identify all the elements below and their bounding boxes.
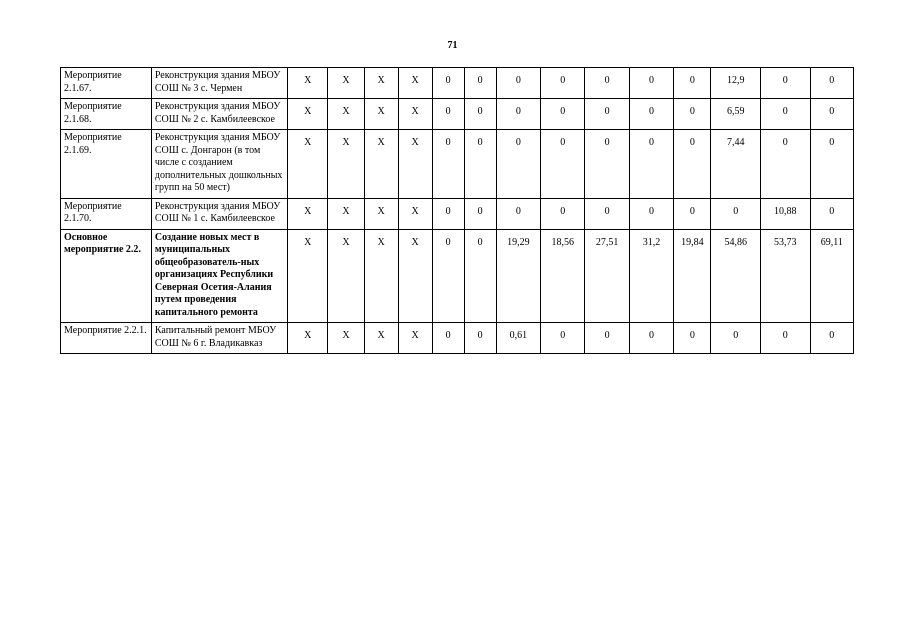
value-cell: 0 <box>810 130 853 199</box>
value-cell: X <box>398 130 432 199</box>
value-cell: 19,29 <box>496 229 540 323</box>
table-row <box>61 130 854 199</box>
value-cell: 0 <box>629 130 673 199</box>
value-cell: X <box>398 99 432 130</box>
value-cell: 0 <box>541 198 585 229</box>
value-cell: X <box>328 130 364 199</box>
measure-name-cell: Мероприятие 2.1.67. <box>61 68 152 99</box>
value-cell: X <box>328 99 364 130</box>
value-cell: X <box>328 198 364 229</box>
measure-name-cell: Мероприятие 2.1.70. <box>61 198 152 229</box>
value-cell: 6,59 <box>711 99 761 130</box>
value-cell: 7,44 <box>711 130 761 199</box>
value-cell: X <box>398 229 432 323</box>
value-cell: 0 <box>541 99 585 130</box>
table-row <box>61 323 854 354</box>
value-cell: 10,88 <box>760 198 810 229</box>
value-cell: 0 <box>464 323 496 354</box>
value-cell: 53,73 <box>760 229 810 323</box>
value-cell: X <box>328 323 364 354</box>
value-cell: 0,61 <box>496 323 540 354</box>
value-cell: 0 <box>760 323 810 354</box>
value-cell: 27,51 <box>585 229 629 323</box>
table-row <box>61 68 854 99</box>
value-cell: 0 <box>711 198 761 229</box>
value-cell: 0 <box>760 99 810 130</box>
value-cell: 0 <box>432 99 464 130</box>
value-cell: X <box>398 198 432 229</box>
value-cell: 0 <box>674 130 711 199</box>
value-cell: X <box>288 130 328 199</box>
value-cell: 0 <box>810 323 853 354</box>
value-cell: 0 <box>674 68 711 99</box>
value-cell: 18,56 <box>541 229 585 323</box>
table-row <box>61 229 854 323</box>
value-cell: 12,9 <box>711 68 761 99</box>
value-cell: 0 <box>496 68 540 99</box>
measure-name-cell: Мероприятие 2.1.68. <box>61 99 152 130</box>
value-cell: 0 <box>585 68 629 99</box>
value-cell: 0 <box>629 323 673 354</box>
value-cell: 0 <box>674 323 711 354</box>
measure-name-cell: Основное мероприятие 2.2. <box>61 229 152 323</box>
value-cell: 69,11 <box>810 229 853 323</box>
value-cell: 0 <box>432 198 464 229</box>
value-cell: 0 <box>629 99 673 130</box>
value-cell: X <box>364 323 398 354</box>
value-cell: X <box>398 323 432 354</box>
value-cell: 0 <box>464 68 496 99</box>
budget-table <box>60 67 854 354</box>
value-cell: 0 <box>585 130 629 199</box>
table-row <box>61 198 854 229</box>
value-cell: X <box>328 229 364 323</box>
measure-description-cell: Создание новых мест в муниципальных общеобразователь-ных организациях Республики Северная Осетия-Алания путем проведения капитального ремонта <box>151 229 287 323</box>
measure-description-cell: Реконструкция здания МБОУ СОШ № 3 с. Чермен <box>151 68 287 99</box>
value-cell: 0 <box>810 198 853 229</box>
value-cell: 0 <box>432 229 464 323</box>
value-cell: 0 <box>760 68 810 99</box>
value-cell: X <box>364 68 398 99</box>
value-cell: X <box>288 99 328 130</box>
value-cell: X <box>288 68 328 99</box>
value-cell: 0 <box>629 68 673 99</box>
value-cell: X <box>398 68 432 99</box>
value-cell: 0 <box>810 68 853 99</box>
value-cell: 0 <box>810 99 853 130</box>
value-cell: 0 <box>541 130 585 199</box>
measure-name-cell: Мероприятие 2.2.1. <box>61 323 152 354</box>
value-cell: 0 <box>432 130 464 199</box>
value-cell: 0 <box>674 99 711 130</box>
value-cell: X <box>364 99 398 130</box>
value-cell: 0 <box>674 198 711 229</box>
value-cell: 0 <box>541 323 585 354</box>
value-cell: X <box>364 229 398 323</box>
value-cell: 54,86 <box>711 229 761 323</box>
value-cell: 0 <box>711 323 761 354</box>
measure-name-cell: Мероприятие 2.1.69. <box>61 130 152 199</box>
value-cell: 0 <box>464 198 496 229</box>
value-cell: X <box>288 198 328 229</box>
value-cell: 0 <box>464 99 496 130</box>
value-cell: 0 <box>464 229 496 323</box>
value-cell: 0 <box>585 198 629 229</box>
value-cell: X <box>328 68 364 99</box>
value-cell: X <box>364 130 398 199</box>
value-cell: 0 <box>585 323 629 354</box>
measure-description-cell: Капитальный ремонт МБОУ СОШ № 6 г. Владикавказ <box>151 323 287 354</box>
page-number: 71 <box>447 40 458 51</box>
value-cell: X <box>364 198 398 229</box>
measure-description-cell: Реконструкция здания МБОУ СОШ с. Донгарон (в том числе с созданием дополнительных дошкольных групп на 50 мест) <box>151 130 287 199</box>
value-cell: 19,84 <box>674 229 711 323</box>
value-cell: X <box>288 323 328 354</box>
value-cell: 0 <box>585 99 629 130</box>
measure-description-cell: Реконструкция здания МБОУ СОШ № 2 с. Камбилеевское <box>151 99 287 130</box>
value-cell: 0 <box>432 68 464 99</box>
value-cell: 0 <box>496 130 540 199</box>
value-cell: 0 <box>464 130 496 199</box>
value-cell: 0 <box>496 99 540 130</box>
value-cell: 0 <box>541 68 585 99</box>
value-cell: 31,2 <box>629 229 673 323</box>
table-row <box>61 99 854 130</box>
value-cell: 0 <box>432 323 464 354</box>
value-cell: 0 <box>496 198 540 229</box>
value-cell: 0 <box>629 198 673 229</box>
value-cell: X <box>288 229 328 323</box>
value-cell: 0 <box>760 130 810 199</box>
measure-description-cell: Реконструкция здания МБОУ СОШ № 1 с. Камбилеевское <box>151 198 287 229</box>
